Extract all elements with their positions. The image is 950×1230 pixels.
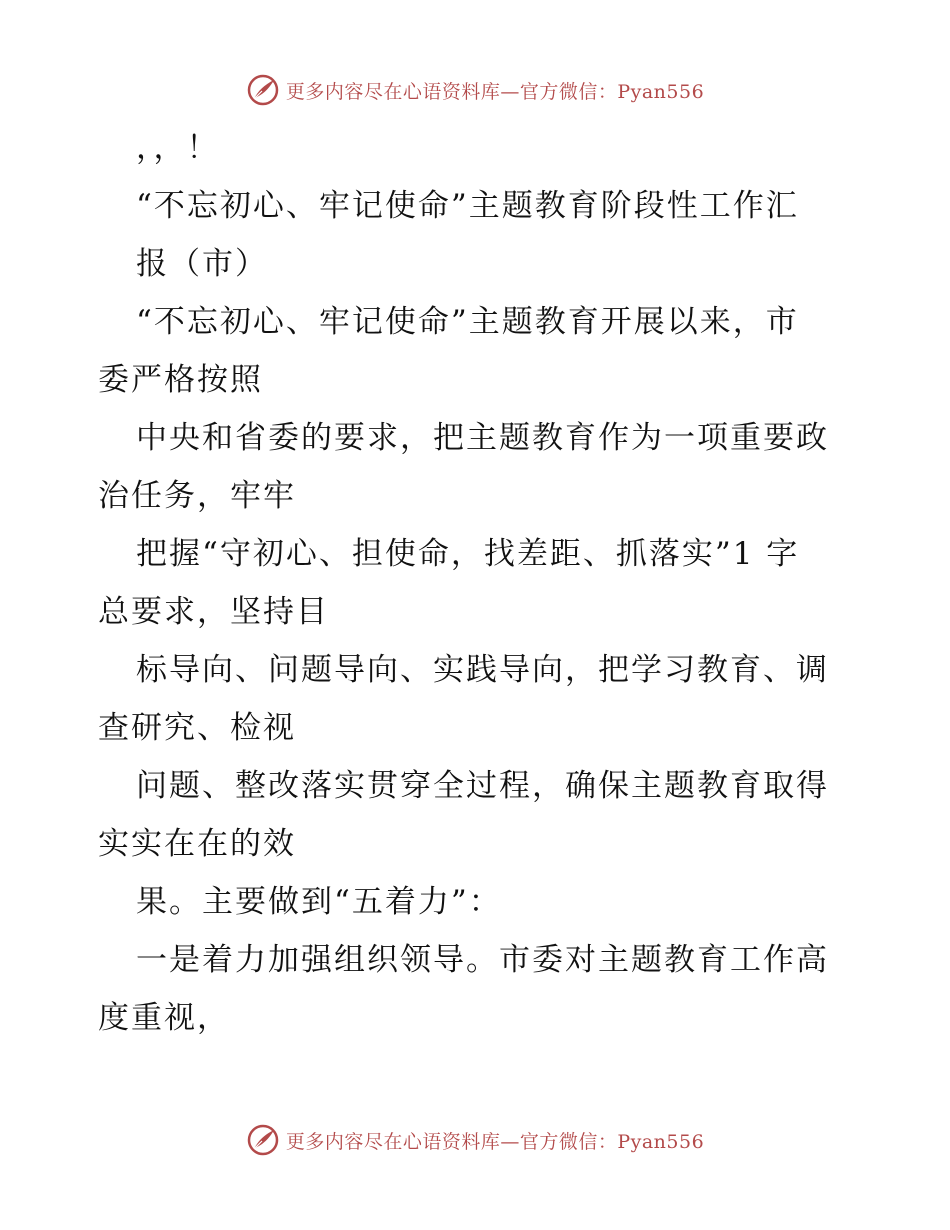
- text-line: “不忘初心、牢记使命”主题教育开展以来，市: [136, 304, 799, 340]
- text-line: 问题、整改落实贯穿全过程，确保主题教育取得: [136, 768, 829, 804]
- text-line: 果。主要做到“五着力”：: [136, 884, 502, 920]
- text-line: 中央和省委的要求，把主题教育作为一项重要政: [136, 420, 829, 456]
- text-line: 实实在在的效: [98, 826, 296, 862]
- text-line: 委严格按照: [98, 362, 263, 398]
- text-line: 度重视，: [98, 1000, 230, 1036]
- footer-banner: [0, 1120, 950, 1160]
- header-banner: [0, 70, 950, 110]
- text-line: 标导向、问题导向、实践导向，把学习教育、调: [136, 652, 829, 688]
- text-line: 查研究、检视: [98, 710, 296, 746]
- text-line: 总要求，坚持目: [98, 594, 329, 630]
- text-line: ，，！: [136, 130, 220, 166]
- banner-text: 更多内容尽在心语资料库—官方微信：Pyan556: [285, 1130, 705, 1153]
- banner-text: 更多内容尽在心语资料库—官方微信：Pyan556: [285, 80, 705, 103]
- text-line: 治任务，牢牢: [98, 478, 296, 514]
- document-title-continued: 报（市）: [136, 246, 268, 282]
- text-line: 把握“守初心、担使命，找差距、抓落实”1 字: [136, 536, 800, 572]
- feather-pen-logo-icon: [246, 1123, 280, 1157]
- text-line: 一是着力加强组织领导。市委对主题教育工作高: [136, 942, 829, 978]
- document-title: “不忘初心、牢记使命”主题教育阶段性工作汇: [136, 188, 799, 224]
- feather-pen-logo-icon: [246, 73, 280, 107]
